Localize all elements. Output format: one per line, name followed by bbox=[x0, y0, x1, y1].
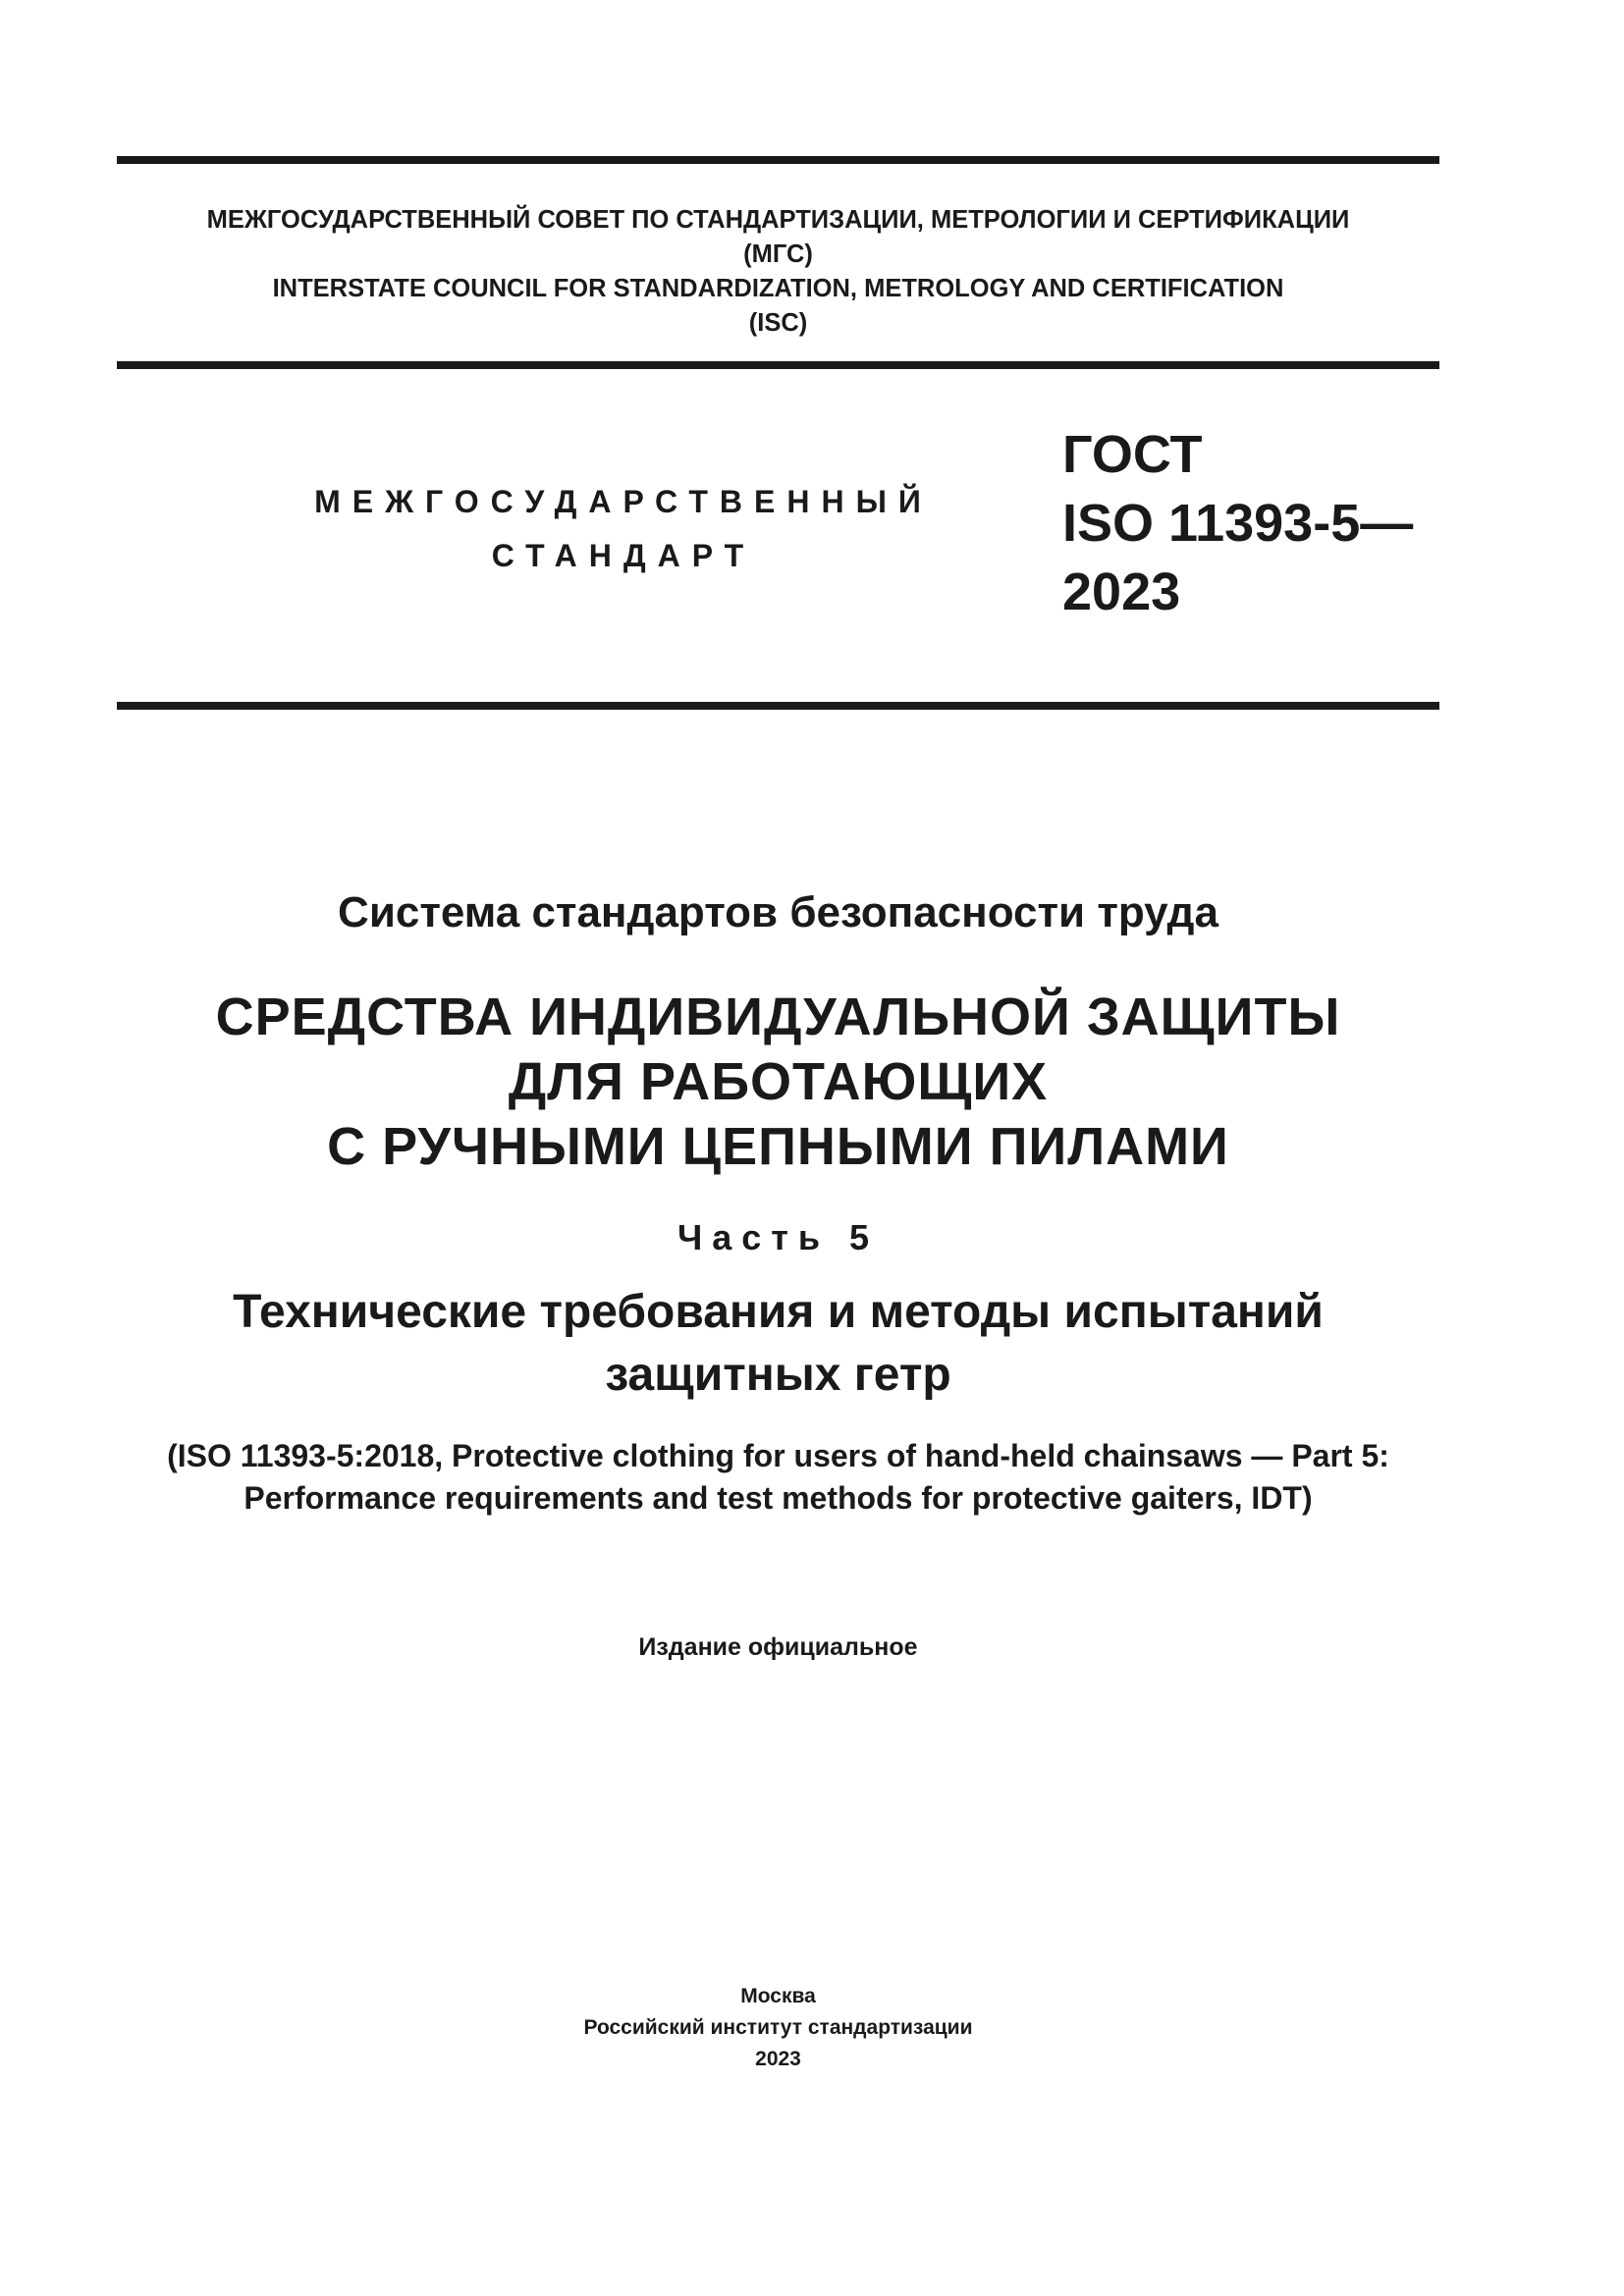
publisher-footer bbox=[117, 1981, 1439, 2075]
series-title: Система стандартов безопасности труда bbox=[338, 888, 1218, 936]
gost-designation bbox=[1062, 420, 1413, 626]
iso-reference-line1: (ISO 11393-5:2018, Protective clothing for users of hand-held chainsaws — Part 5: bbox=[167, 1438, 1389, 1473]
publisher-institute: Российский институт стандартизации bbox=[583, 2016, 973, 2039]
bottom-rule bbox=[117, 702, 1439, 710]
iso-reference-line2: Performance requirements and test methods for protective gaiters, IDT) bbox=[244, 1480, 1313, 1516]
part-subtitle-line2: защитных гетр bbox=[605, 1349, 951, 1401]
main-title-line3: С РУЧНЫМИ ЦЕПНЫМИ ПИЛАМИ bbox=[327, 1117, 1229, 1176]
middle-rule bbox=[117, 361, 1439, 369]
part-number: Часть 5 bbox=[677, 1217, 880, 1257]
gost-line3: 2023 bbox=[1062, 562, 1181, 621]
main-title bbox=[117, 985, 1439, 1179]
standard-kind-line2: СТАНДАРТ bbox=[491, 538, 756, 573]
edition-label: Издание официальное bbox=[638, 1633, 918, 1661]
gost-line2: ISO 11393-5— bbox=[1062, 494, 1414, 553]
council-abbr-en: (ISC) bbox=[748, 309, 808, 337]
council-header bbox=[117, 203, 1439, 341]
council-abbr-ru: (МГС) bbox=[743, 240, 813, 268]
iso-reference bbox=[117, 1435, 1439, 1520]
council-name-en: INTERSTATE COUNCIL FOR STANDARDIZATION, METROLOGY AND CERTIFICATION bbox=[272, 275, 1284, 302]
publisher-year: 2023 bbox=[755, 2048, 801, 2070]
part-subtitle bbox=[117, 1281, 1439, 1407]
council-name-ru: МЕЖГОСУДАРСТВЕННЫЙ СОВЕТ ПО СТАНДАРТИЗАЦИИ, МЕТРОЛОГИИ И СЕРТИФИКАЦИИ bbox=[206, 206, 1350, 234]
main-title-line2: ДЛЯ РАБОТАЮЩИХ bbox=[508, 1052, 1049, 1111]
publisher-city: Москва bbox=[740, 1985, 816, 2007]
standard-kind bbox=[295, 475, 952, 583]
part-subtitle-line1: Технические требования и методы испытаний bbox=[233, 1286, 1324, 1338]
gost-line1: ГОСТ bbox=[1062, 425, 1203, 484]
main-title-line1: СРЕДСТВА ИНДИВИДУАЛЬНОЙ ЗАЩИТЫ bbox=[215, 988, 1341, 1046]
standard-kind-line1: МЕЖГОСУДАРСТВЕННЫЙ bbox=[314, 484, 933, 519]
top-rule bbox=[117, 156, 1439, 164]
